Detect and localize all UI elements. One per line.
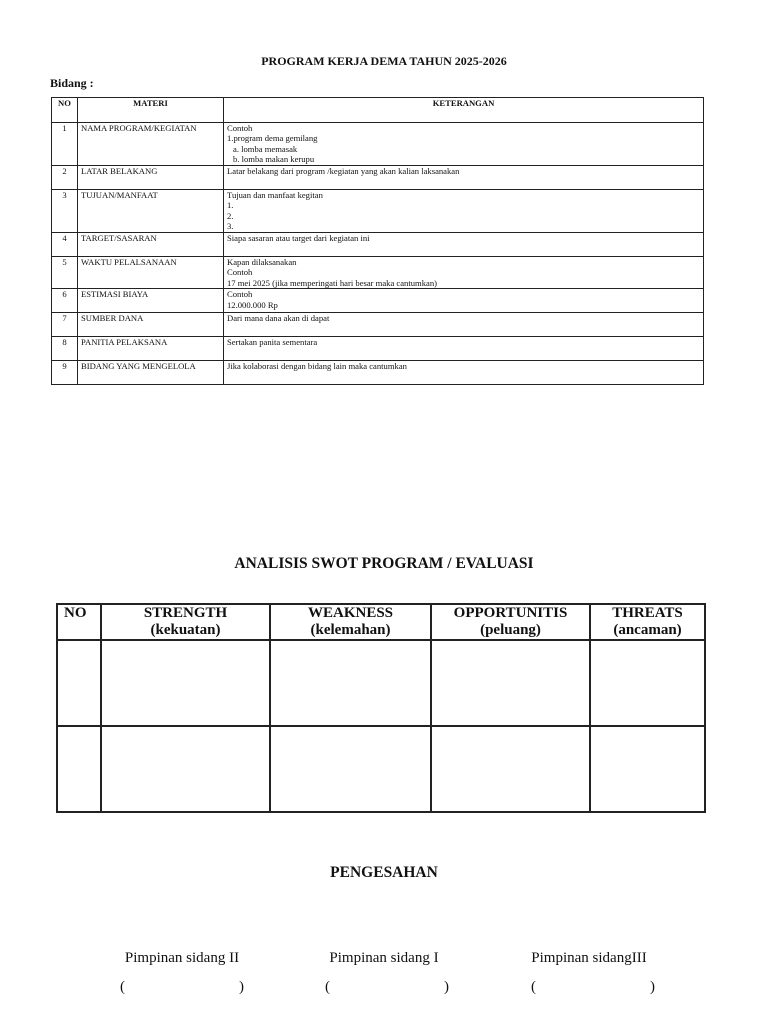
row-keterangan (224, 166, 704, 190)
strength-label: STRENGTH (143, 605, 228, 621)
table-row (52, 313, 704, 337)
weakness-sublabel: (kelemahan) (310, 622, 391, 638)
table-row (52, 166, 704, 190)
keterangan-line: 17 mei 2025 (jika memperingati hari besar maka cantumkan) (227, 277, 437, 288)
swot-cell (590, 726, 705, 812)
swot-cell (590, 640, 705, 726)
close-parenthesis: ) (444, 979, 449, 995)
keterangan-line: Tujuan dan manfaat kegitan (227, 190, 323, 200)
row-no: 3 (52, 190, 78, 233)
row-materi: PANITIA PELAKSANA (78, 337, 224, 361)
row-materi: ESTIMASI BIAYA (78, 289, 224, 313)
row-keterangan (224, 233, 704, 257)
pengesahan-title: PENGESAHAN (330, 864, 438, 881)
row-keterangan (224, 257, 704, 289)
document-title: PROGRAM KERJA DEMA TAHUN 2025-2026 (261, 54, 507, 68)
row-materi: WAKTU PELALSANAAN (78, 257, 224, 289)
keterangan-line: Dari mana dana akan di dapat (227, 313, 330, 324)
signatory-pimpinan-sidang-iii: Pimpinan sidangIII (531, 950, 647, 966)
row-keterangan (224, 313, 704, 337)
keterangan-line: 2. (227, 210, 234, 221)
keterangan-line: Latar belakang dari program /kegiatan yang akan kalian laksanakan (227, 166, 460, 176)
table-row (52, 123, 704, 166)
open-parenthesis: ( (325, 979, 330, 995)
row-no: 4 (52, 233, 78, 257)
keterangan-line: b. lomba makan kerupu (233, 154, 315, 165)
row-no: 5 (52, 257, 78, 289)
table-row (52, 190, 704, 233)
keterangan-line: a. lomba memasak (233, 143, 298, 154)
row-keterangan (224, 123, 704, 166)
open-parenthesis: ( (531, 979, 536, 995)
keterangan-line: 1.program dema gemilang (227, 133, 318, 144)
swot-cell (57, 640, 101, 726)
swot-row (57, 640, 705, 726)
row-no: 1 (52, 123, 78, 166)
opportunities-sublabel: (peluang) (480, 622, 541, 638)
row-no: 8 (52, 337, 78, 361)
row-materi: NAMA PROGRAM/KEGIATAN (78, 123, 224, 166)
open-parenthesis: ( (120, 979, 125, 995)
swot-cell (57, 726, 101, 812)
row-materi: SUMBER DANA (78, 313, 224, 337)
row-no: 6 (52, 289, 78, 313)
table-row (52, 337, 704, 361)
swot-header-weakness (270, 604, 431, 640)
swot-cell (101, 726, 270, 812)
row-keterangan (224, 361, 704, 385)
swot-cell (270, 726, 431, 812)
keterangan-line: 3. (227, 221, 234, 232)
swot-header-opportunities (431, 604, 590, 640)
close-parenthesis: ) (650, 979, 655, 995)
keterangan-line: 1. (227, 200, 234, 211)
table-row (52, 233, 704, 257)
program-table-header (52, 98, 704, 123)
swot-row (57, 726, 705, 812)
row-materi: BIDANG YANG MENGELOLA (78, 361, 224, 385)
row-keterangan (224, 337, 704, 361)
table-row (52, 257, 704, 289)
row-keterangan (224, 289, 704, 313)
keterangan-line: Siapa sasaran atau target dari kegiatan ini (227, 233, 370, 243)
keterangan-line: Sertakan panita sementara (227, 337, 318, 348)
signature-space-iii (531, 979, 655, 996)
opportunities-label: OPPORTUNITIS (453, 605, 568, 621)
bidang-label: Bidang : (50, 76, 94, 90)
keterangan-line: Jika kolaborasi dengan bidang lain maka cantumkan (227, 361, 407, 372)
swot-cell (270, 640, 431, 726)
threats-sublabel: (ancaman) (613, 622, 682, 638)
program-table (51, 97, 704, 385)
signature-space-i (325, 979, 449, 996)
swot-cell (101, 640, 270, 726)
strength-sublabel: (kekuatan) (150, 622, 221, 638)
swot-header-no: NO (57, 604, 101, 640)
table-row (52, 361, 704, 385)
header-no: NO (52, 98, 78, 123)
header-keterangan: KETERANGAN (224, 98, 704, 123)
swot-header-threats (590, 604, 705, 640)
row-materi: TARGET/SASARAN (78, 233, 224, 257)
keterangan-line: Contoh (227, 267, 253, 278)
header-materi: MATERI (78, 98, 224, 123)
swot-header-strength (101, 604, 270, 640)
swot-cell (431, 640, 590, 726)
row-no: 2 (52, 166, 78, 190)
signatory-pimpinan-sidang-ii: Pimpinan sidang II (124, 950, 240, 966)
signatory-pimpinan-sidang-i: Pimpinan sidang I (329, 950, 439, 966)
keterangan-line: Kapan dilaksanakan (227, 257, 297, 267)
row-materi: LATAR BELAKANG (78, 166, 224, 190)
swot-title: ANALISIS SWOT PROGRAM / EVALUASI (234, 555, 534, 572)
keterangan-line: Contoh (227, 123, 253, 133)
swot-header-row (57, 604, 705, 640)
row-no: 9 (52, 361, 78, 385)
row-keterangan (224, 190, 704, 233)
threats-label: THREATS (612, 605, 683, 621)
table-row (52, 289, 704, 313)
keterangan-line: Contoh (227, 289, 253, 300)
swot-cell (431, 726, 590, 812)
row-materi: TUJUAN/MANFAAT (78, 190, 224, 233)
weakness-label: WEAKNESS (307, 605, 394, 621)
keterangan-line: 12.000.000 Rp (227, 299, 278, 310)
close-parenthesis: ) (239, 979, 244, 995)
swot-table (56, 603, 706, 813)
signature-space-ii (120, 979, 244, 996)
row-no: 7 (52, 313, 78, 337)
